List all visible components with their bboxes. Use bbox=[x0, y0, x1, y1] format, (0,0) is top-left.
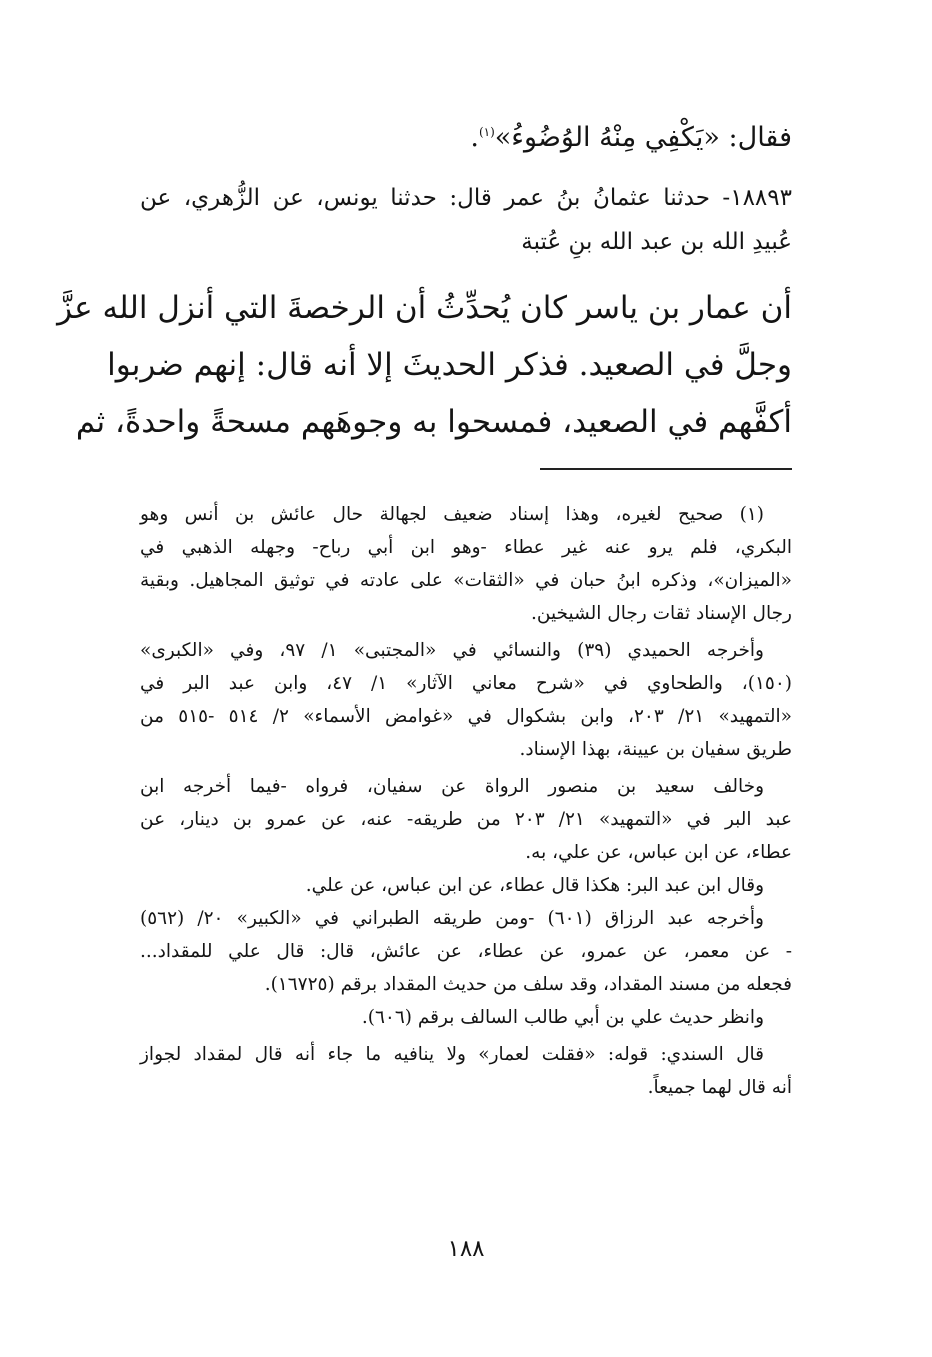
footnote-paragraph bbox=[140, 498, 792, 630]
intro-line bbox=[140, 110, 792, 166]
matn-line: وجلَّ في الصعيد. فذكر الحديثَ إلا أنه قال: إنهم ضربوا bbox=[107, 347, 792, 383]
footnote-separator bbox=[540, 468, 792, 470]
footnote-line: - عن معمر، عن عمرو، عن عطاء، عن عائش، قال: قال علي للمقداد... bbox=[140, 941, 792, 962]
footnote-line: (١٥٠)، والطحاوي في «شرح معاني الآثار» ١/ ٤٧، وابن عبد البر في bbox=[140, 673, 792, 694]
footnote-paragraph bbox=[140, 869, 792, 902]
footnote-paragraph bbox=[140, 1001, 792, 1034]
footnote-line: قال السندي: قوله: «فقلت لعمار» ولا ينافيه ما جاء أنه قال لمقداد لجواز bbox=[140, 1044, 764, 1065]
footnote-line: وانظر حديث علي بن أبي طالب السالف برقم (٦٠٦). bbox=[361, 1007, 764, 1028]
footnote-line: «التمهيد» ٢١/ ٢٠٣، وابن بشكوال في «غوامض الأسماء» ٢/ ٥١٤ -٥١٥ من bbox=[140, 706, 792, 727]
matn-line: أكفَّهم في الصعيد، فمسحوا به وجوهَهم مسحةً واحدةً، ثم bbox=[75, 404, 792, 440]
footnote-line: رجال الإسناد ثقات رجال الشيخين. bbox=[531, 603, 792, 624]
footnote-paragraph bbox=[140, 1038, 792, 1104]
footnote-line: عبد البر في «التمهيد» ٢١/ ٢٠٣ من طريقه- عنه، عن عمرو بن دينار، عن bbox=[140, 809, 792, 830]
footnote-line: وقال ابن عبد البر: هكذا قال عطاء، عن ابن عباس، عن علي. bbox=[305, 875, 764, 896]
footnote-marker: (١) bbox=[478, 125, 495, 139]
footnote-line: البكري، فلم يرو عنه غير عطاء -وهو ابن أبي رباح- وجهله الذهبي في bbox=[140, 537, 792, 558]
footnote-paragraph bbox=[140, 770, 792, 869]
matn-line: أن عمار بن ياسر كان يُحدِّثُ أن الرخصةَ التي أنزل الله عزَّ bbox=[57, 290, 792, 326]
hadith-isnad bbox=[140, 176, 792, 264]
intro-text bbox=[140, 110, 792, 166]
footnote-line: عطاء، عن ابن عباس، عن علي، به. bbox=[525, 842, 792, 863]
hadith-matn bbox=[57, 280, 792, 451]
footnote-line: وأخرجه الحميدي (٣٩) والنسائي في «المجتبى» ١/ ٩٧، وفي «الكبرى» bbox=[140, 640, 764, 661]
intro-end: . bbox=[470, 122, 479, 153]
footnote-line: وخالف سعيد بن منصور الرواة عن سفيان، فرواه -فيما أخرجه ابن bbox=[140, 776, 764, 797]
isnad-line: عُبيدِ الله بن عبد الله بنِ عُتبة bbox=[521, 229, 792, 255]
footnote-line: طريق سفيان بن عيينة، بهذا الإسناد. bbox=[519, 739, 792, 760]
footnotes bbox=[140, 498, 792, 1104]
footnote-paragraph bbox=[140, 902, 792, 1001]
footnote-line: (١) صحيح لغيره، وهذا إسناد ضعيف لجهالة حال عائش بن أنس وهو bbox=[140, 504, 764, 525]
intro-quote: فقال: «يَكْفِي مِنْهُ الوُضُوءُ» bbox=[494, 122, 792, 153]
page-number: ١٨٨ bbox=[447, 1236, 485, 1262]
footnote-paragraph bbox=[140, 634, 792, 766]
footnote-line: وأخرجه عبد الرزاق (٦٠١) -ومن طريقه الطبراني في «الكبير» ٢٠/ (٥٦٢) bbox=[140, 908, 764, 929]
isnad-line: ١٨٨٩٣- حدثنا عثمانُ بنُ عمر قال: حدثنا يونس، عن الزُّهري، عن bbox=[140, 185, 792, 211]
footnote-line: فجعله من مسند المقداد، وقد سلف من حديث المقداد برقم (١٦٧٢٥). bbox=[264, 974, 792, 995]
footnote-line: «الميزان»، وذكره ابنُ حبان في «الثقات» على عادته في توثيق المجاهيل. وبقية bbox=[140, 570, 792, 591]
footnote-line: أنه قال لهما جميعاً. bbox=[647, 1077, 792, 1098]
